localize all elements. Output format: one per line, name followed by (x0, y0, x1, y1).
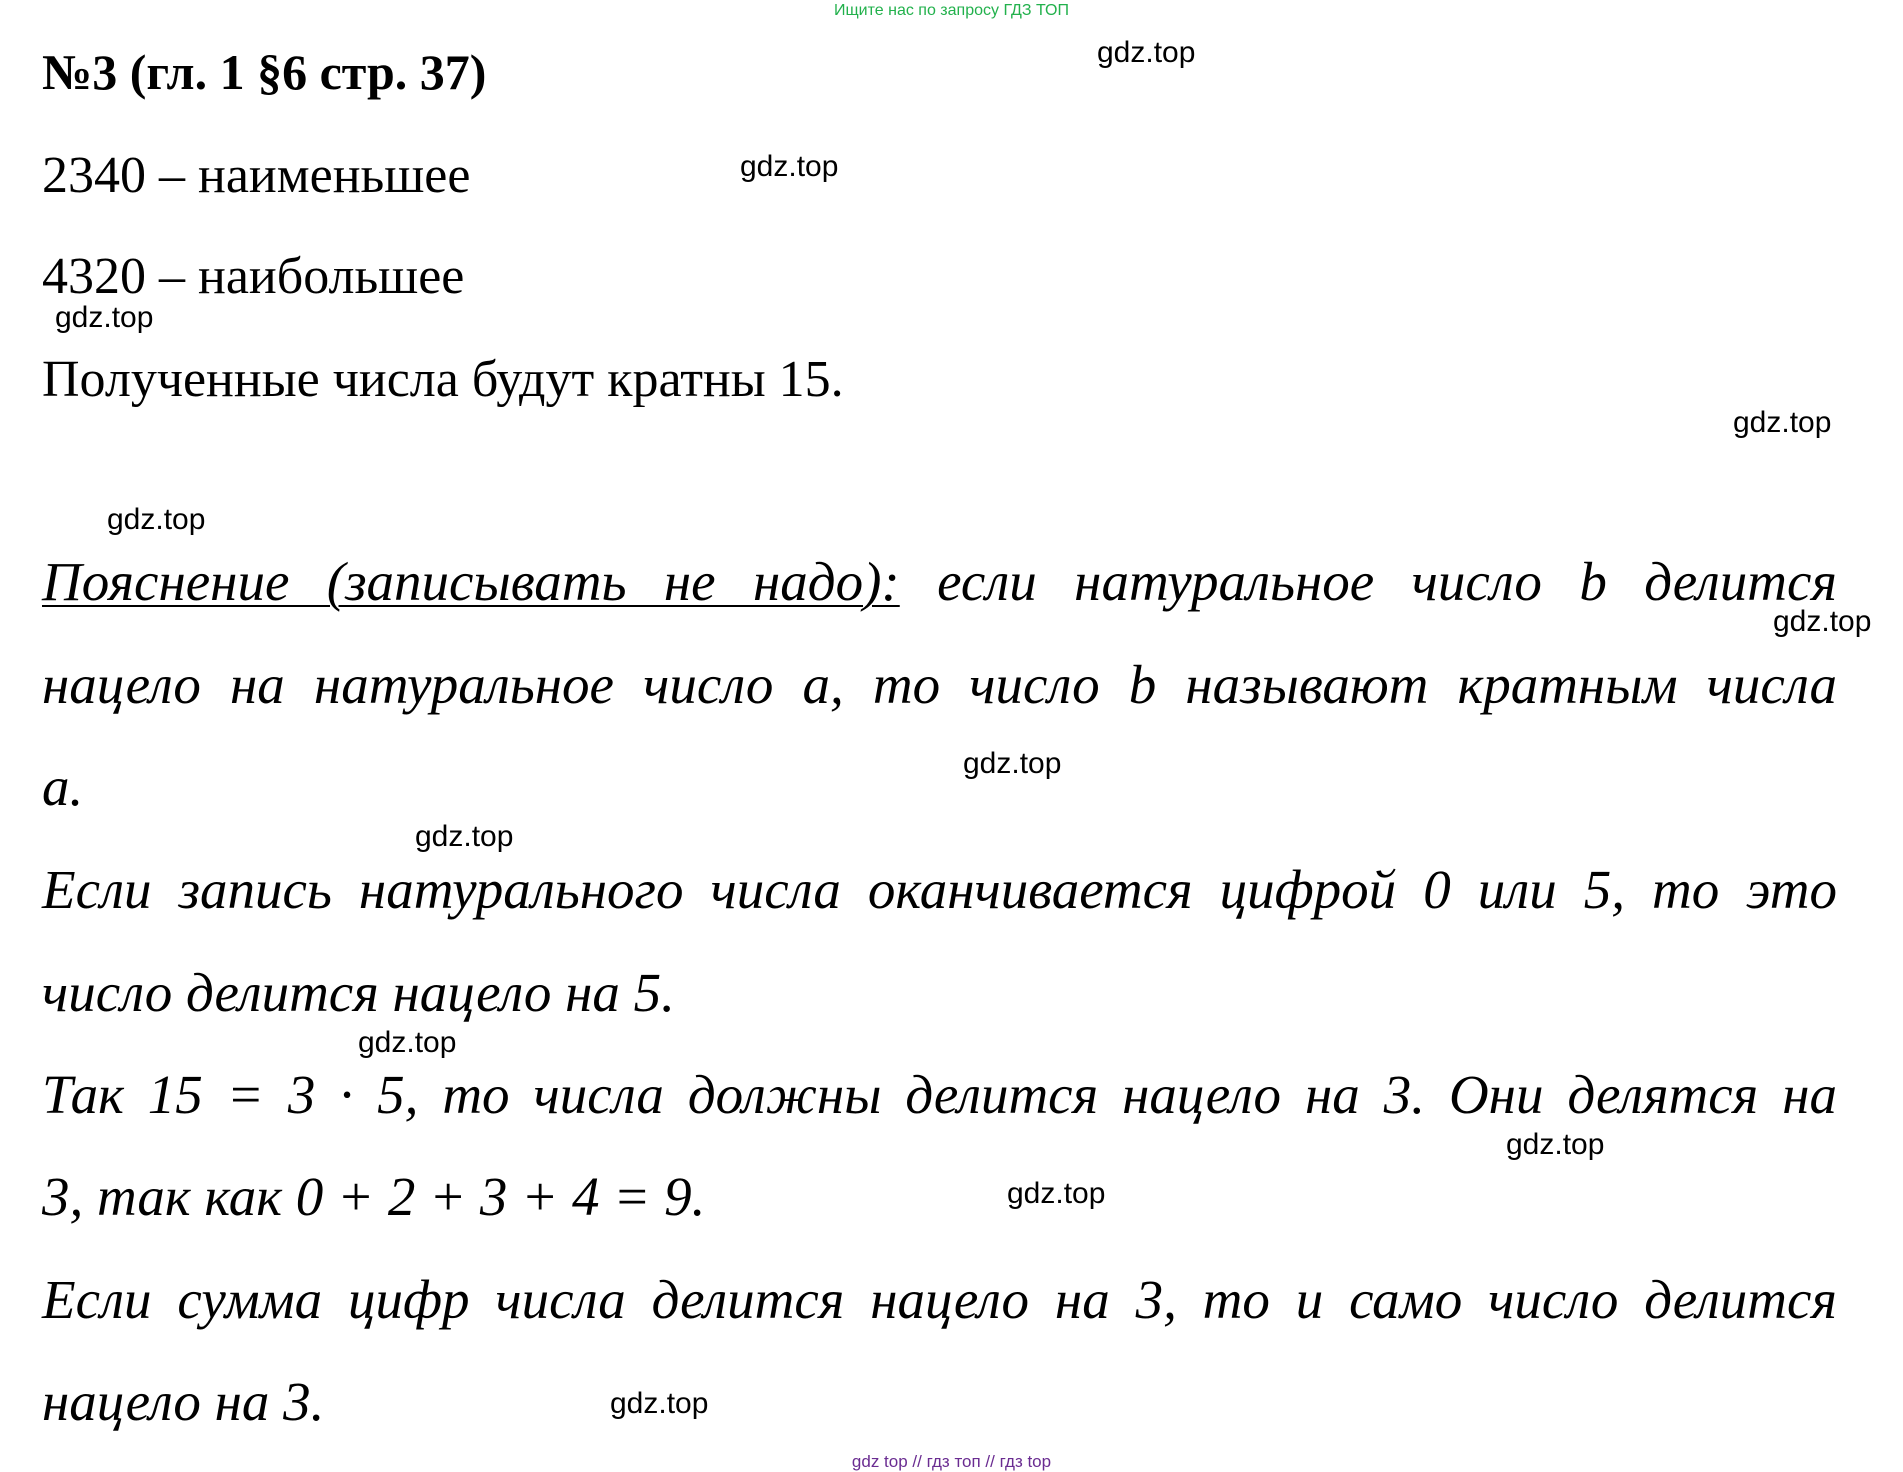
exercise-title: №3 (гл. 1 §6 стр. 37) (42, 44, 487, 100)
watermark: gdz.top (1097, 36, 1196, 69)
explanation-line-1 (42, 552, 1837, 612)
rule-5-line-2: число делится нацело на 5. (42, 962, 675, 1023)
explanation-label: Пояснение (записывать не надо): (42, 551, 900, 612)
explanation-text: если натуральное число b делится (937, 551, 1837, 612)
divisibility-3-line-1: Так 15 = 3 · 5, то числа должны делится нацело на 3. Они делятся на (42, 1064, 1837, 1125)
watermark: gdz.top (55, 301, 154, 334)
answer-line-smallest: 2340 – наименьшее (42, 147, 471, 204)
watermark: gdz.top (1007, 1177, 1106, 1210)
explanation-line-3: a. (42, 756, 84, 817)
watermark: gdz.top (415, 820, 514, 853)
watermark: gdz.top (358, 1026, 457, 1059)
rule-3-line-1: Если сумма цифр числа делится нацело на 3, то и само число делится (42, 1269, 1837, 1330)
watermark: gdz.top (1773, 605, 1872, 638)
explanation-line-2: нацело на натуральное число a, то число b называют кратным числа (42, 654, 1837, 715)
watermark: gdz.top (740, 150, 839, 183)
answer-line-largest: 4320 – наибольшее (42, 248, 465, 305)
watermark: gdz.top (107, 503, 206, 536)
footer-links: gdz top // гдз топ // гдз top (851, 1452, 1052, 1471)
rule-5-line-1: Если запись натурального числа оканчивается цифрой 0 или 5, то это (42, 859, 1837, 920)
watermark: gdz.top (610, 1387, 709, 1420)
divisibility-3-line-2: 3, так как 0 + 2 + 3 + 4 = 9. (42, 1166, 706, 1227)
watermark: gdz.top (963, 747, 1062, 780)
search-banner: Ищите нас по запросу ГДЗ ТОП (834, 2, 1069, 19)
watermark: gdz.top (1733, 406, 1832, 439)
rule-3-line-2: нацело на 3. (42, 1371, 325, 1432)
answer-line-multiple: Полученные числа будут кратны 15. (42, 351, 844, 408)
watermark: gdz.top (1506, 1128, 1605, 1161)
